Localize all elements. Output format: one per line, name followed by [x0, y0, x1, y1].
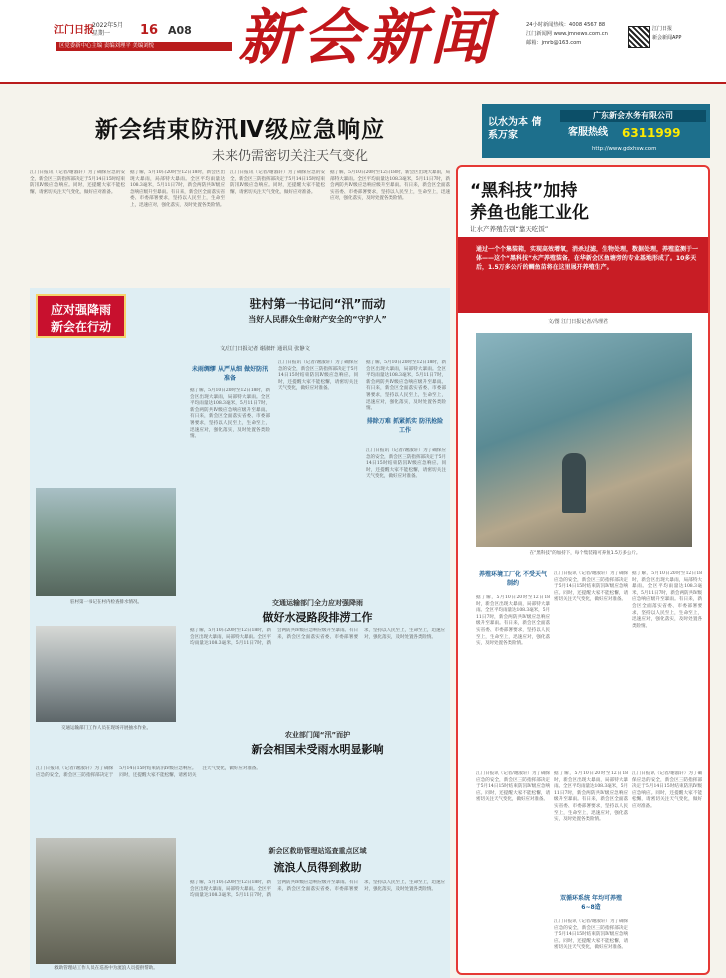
- ad-slogan: 以水为本 倩系万家: [488, 117, 542, 141]
- photo-pumping-truck: [36, 626, 176, 722]
- water-ad[interactable]: [482, 104, 710, 158]
- story1-body-1: 据了解，5月10日20时至12日18时，新会区出现大暴雨，局部特大暴雨。全区平均雨量达108.3毫米，5月11日7时，新会两防共Ⅳ级应急响应级升至暴雨。有日来，新会区全面落实省委、市委部署要求，坚持以人民至上，生命至上，迅速应对，强化落实，及时处置各类险情。: [190, 388, 270, 440]
- qr-label-2: 新会新闻APP: [652, 35, 682, 41]
- flood-special-block: [30, 288, 450, 978]
- story1-sub2: 排除万难 抓紧抓实 防汛抢险工作: [366, 418, 444, 434]
- lead-article: [30, 110, 450, 282]
- feature-article: [456, 165, 710, 975]
- banner-line-1: 应对强降雨: [50, 303, 111, 317]
- qr-code-icon[interactable]: [628, 26, 650, 48]
- story3-headline: 新会相国未受雨水明显影响: [251, 743, 384, 756]
- feature-body-2: 江门日报讯（记者/谢淑轩）为了确保应急的安全，新会区三防指挥部决定于5月14日15时结束防汛Ⅳ级应急响应。同时，还提醒大家不能松懈，请密切关注天气变化，做好应对准备。: [554, 571, 628, 603]
- ad-url[interactable]: http://www.gdxhsw.com: [592, 146, 657, 152]
- story1-body-4: 江门日报讯（记者/谢淑轩）为了确保应急的安全，新会区三防指挥部决定于5月14日15时结束防汛Ⅳ级应急响应。同时，还提醒大家不能松懈，请密切关注天气变化，做好应对准备。: [366, 448, 446, 480]
- feature-lead-box: [458, 237, 708, 313]
- photo-village-drainage: [36, 488, 176, 596]
- story1-subhead: 当好人民群众生命财产安全的“守护人”: [248, 315, 387, 324]
- feature-headline: “黑科技”加持: [470, 181, 578, 201]
- feature-sub2: 双循环系统 年均可养殖6~8造: [559, 895, 623, 911]
- issue-date: 2022年5月 星期一: [92, 22, 124, 37]
- feature-byline: 文/图 江门日报记者/冯理君: [548, 319, 608, 325]
- lead-body-4: 据了解，5月10日20时至12日18时，新会区出现大暴雨，局部特大暴雨。全区平均雨量达108.3毫米，5月11日7时，新会两防共Ⅳ级应急响应级升至暴雨。有日来，新会区全面落实省委、市委部署要求，坚持以人民至上，生命至上，迅速应对，强化落实，及时处置各类险情。: [330, 170, 450, 202]
- feature-body-1: 据了解，5月10日20时至12日18时，新会区出现大暴雨，局部特大暴雨。全区平均雨量达108.3毫米，5月11日7时，新会两防共Ⅳ级应急响应级升至暴雨。有日来，新会区全面落实省委、市委部署要求，坚持以人民至上，生命至上，迅速应对，强化落实，及时处置各类险情。: [476, 595, 550, 647]
- story1-byline: 文/江门日报记者 谢淑轩 通讯员 张静文: [220, 346, 310, 352]
- page-code: A08: [168, 24, 192, 37]
- masthead: [0, 0, 726, 84]
- feature-subhead: 让水产养殖告别“靠天吃饭”: [470, 225, 549, 233]
- paper-name: 江门日报: [54, 25, 94, 36]
- feature-caption: 在“黑科技”的加持下，每个集装箱可养鱼1.5万多公斤。: [529, 551, 641, 556]
- feature-body-5: 据了解，5月10日20时至12日18时，新会区出现大暴雨，局部特大暴雨。全区平均雨量达108.3毫米，5月11日7时，新会两防共Ⅳ级应急响应级升至暴雨。有日来，新会区全面落实省委、市委部署要求，坚持以人民至上，生命至上，迅速应对，强化落实，及时处置各类险情。: [554, 771, 628, 823]
- story3-pretitle: 农业部门闻“汛”而护: [284, 731, 351, 739]
- photo-rescue-worker: [36, 838, 176, 964]
- contact-email: 邮箱：jmrb@163.com: [526, 40, 582, 46]
- lead-body-2: 据了解，5月10日20时至12日18时，新会区出现大暴雨，局部特大暴雨。全区平均雨量达108.3毫米，5月11日7时，新会两防共Ⅳ级应急响应级升至暴雨。有日来，新会区全面落实省委、市委部署要求，坚持以人民至上，生命至上，迅速应对，强化落实，及时处置各类险情。: [130, 170, 225, 208]
- feature-body-3: 据了解，5月10日20时至12日18时，新会区出现大暴雨，局部特大暴雨。全区平均雨量达108.3毫米，5月11日7时，新会两防共Ⅳ级应急响应级升至暴雨。有日来，新会区全面落实省委、市委部署要求，坚持以人民至上，生命至上，迅速应对，强化落实，及时处置各类险情。: [632, 571, 702, 629]
- contact-hotline: 24小时新闻热线：4008 4567 88: [526, 22, 606, 28]
- ad-hotline: 6311999: [622, 126, 681, 140]
- story1-body-2: 江门日报讯（记者/谢淑轩）为了确保应急的安全，新会区三防指挥部决定于5月14日15时结束防汛Ⅳ级应急响应。同时，还提醒大家不能松懈，请密切关注天气变化，做好应对准备。: [278, 360, 358, 392]
- feature-lead-text: 通过一个个集装箱，实现高效增氧，消杀过滤，生物处理，数据处理，养殖监测于一体——这个“黑科技”水产养殖装备，在华新会区鱼塘旁的专业基地形成了。10多天后，1.5万多公斤的鲷鱼苗将在这里展开养殖生产。: [476, 246, 699, 271]
- story4-pretitle: 新会区救助管理站巡查重点区域: [268, 847, 367, 855]
- story1-headline: 驻村第一书记问“汛”而动: [249, 297, 386, 311]
- lead-subheadline: 未来仍需密切关注天气变化: [211, 149, 368, 164]
- page-number: 16: [140, 23, 159, 38]
- story2-headline: 做好水浸路段排涝工作: [262, 611, 373, 624]
- caption-village: 驻村第一书记在村内检查排水情况。: [70, 600, 142, 605]
- feature-body-6: 江门日报讯（记者/谢淑轩）为了确保应急的安全，新会区三防指挥部决定于5月14日15时结束防汛Ⅳ级应急响应。同时，还提醒大家不能松懈，请密切关注天气变化，做好应对准备。: [554, 919, 628, 951]
- edition-line: 区党委新中心主编 责编刘理平 美编刘悦: [56, 42, 232, 51]
- story1-body-3: 据了解，5月10日20时至12日18时，新会区出现大暴雨，局部特大暴雨。全区平均雨量达108.3毫米，5月11日7时，新会两防共Ⅳ级应急响应级升至暴雨。有日来，新会区全面落实省委、市委部署要求，坚持以人民至上，生命至上，迅速应对，强化落实，及时处置各类险情。: [366, 360, 446, 412]
- photo-container-fish: [476, 333, 692, 547]
- story1-sub1: 未雨绸缪 从严从细 做好防汛准备: [191, 366, 269, 382]
- section-title: 新会新闻: [238, 3, 494, 73]
- story2-pretitle: 交通运输部门全力应对强降雨: [272, 599, 363, 607]
- qr-label-1: 江门日报: [652, 26, 673, 32]
- story4-headline: 流浪人员得到救助: [273, 861, 362, 874]
- feature-sub1: 养殖环境工厂化 不受天气制约: [478, 571, 548, 587]
- caption-pumping: 交通运输部门工作人员在现场开展抽水作业。: [61, 726, 151, 731]
- feature-body-4: 江门日报讯（记者/谢淑轩）为了确保应急的安全，新会区三防指挥部决定于5月14日15时结束防汛Ⅳ级应急响应。同时，还提醒大家不能松懈，请密切关注天气变化，做好应对准备。: [476, 771, 550, 803]
- banner-line-2: 新会在行动: [50, 320, 111, 335]
- ad-company: 广东新会水务有限公司: [560, 110, 706, 122]
- lead-body-1: 江门日报讯（记者/谢淑轩）为了确保应急的安全，新会区三防指挥部决定于5月14日15时结束防汛Ⅳ级应急响应。同时，还提醒大家不能松懈，请密切关注天气变化，做好应对准备。: [30, 170, 125, 195]
- feature-headline-2: 养鱼也能工业化: [470, 203, 589, 223]
- special-banner: [36, 294, 126, 338]
- feature-body-7: 江门日报讯（记者/谢淑轩）为了确保应急的安全，新会区三防指挥部决定于5月14日15时结束防汛Ⅳ级应急响应。同时，还提醒大家不能松懈，请密切关注天气变化，做好应对准备。: [632, 771, 702, 809]
- contact-website: 江门新闻网 www.jmnews.com.cn: [526, 31, 608, 37]
- lead-body-3: 江门日报讯（记者/谢淑轩）为了确保应急的安全，新会区三防指挥部决定于5月14日15时结束防汛Ⅳ级应急响应。同时，还提醒大家不能松懈，请密切关注天气变化，做好应对准备。: [230, 170, 325, 195]
- photo-person: [562, 453, 586, 513]
- caption-rescue: 救助管理站工作人员在巡查中为流浪人员提供帮助。: [54, 966, 158, 971]
- ad-hotline-label: 客服热线: [568, 127, 608, 138]
- story4-body: 据了解，5月10日20时至12日18时，新会区出现大暴雨，局部特大暴雨。全区平均雨量达108.3毫米，5月11日7时，新会两防共Ⅳ级应急响应级升至暴雨。有日来，新会区全面落实省委、市委部署要求，坚持以人民至上，生命至上，迅速应对，强化落实，及时处置各类险情。: [190, 880, 445, 899]
- lead-headline: 新会结束防汛Ⅳ级应急响应: [94, 117, 386, 143]
- story2-body: 据了解，5月10日20时至12日18时，新会区出现大暴雨，局部特大暴雨。全区平均雨量达108.3毫米，5月11日7时，新会两防共Ⅳ级应急响应级升至暴雨。有日来，新会区全面落实省委、市委部署要求，坚持以人民至上，生命至上，迅速应对，强化落实，及时处置各类险情。: [190, 628, 445, 647]
- story3-body: 江门日报讯（记者/谢淑轩）为了确保应急的安全，新会区三防指挥部决定于5月14日15时结束防汛Ⅳ级应急响应。同时，还提醒大家不能松懈，请密切关注天气变化，做好应对准备。: [36, 766, 261, 778]
